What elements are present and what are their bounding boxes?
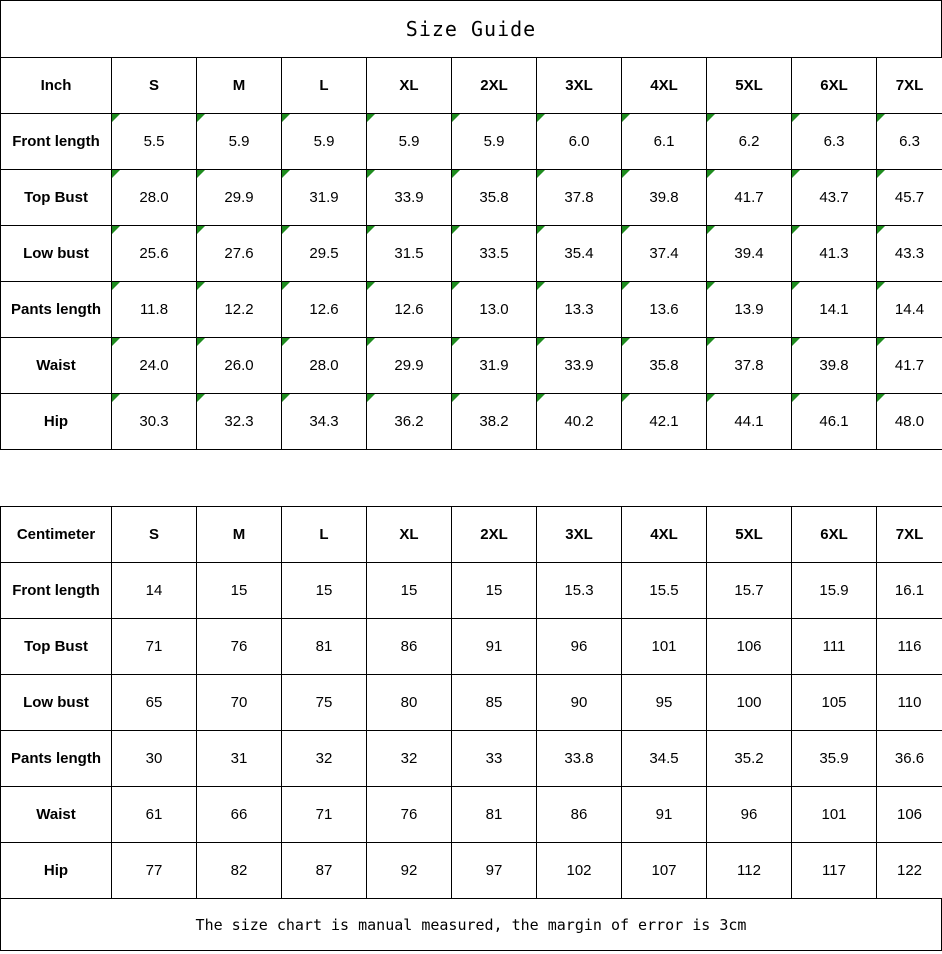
measurement-value: 29.9: [367, 338, 452, 394]
measurement-value: 5.9: [197, 114, 282, 170]
size-column-header: XL: [367, 58, 452, 114]
measurement-value: 33.9: [367, 170, 452, 226]
measurement-value: 31.9: [282, 170, 367, 226]
measurement-value: 6.0: [537, 114, 622, 170]
measurement-value: 39.8: [622, 170, 707, 226]
measurement-value: 86: [367, 619, 452, 675]
measurement-value: 85: [452, 675, 537, 731]
measurement-value: 13.6: [622, 282, 707, 338]
measurement-value: 15.5: [622, 563, 707, 619]
measurement-label: Pants length: [1, 731, 112, 787]
measurement-value: 25.6: [112, 226, 197, 282]
measurement-row: [1, 619, 942, 675]
measurement-value: 41.7: [877, 338, 942, 394]
measurement-value: 97: [452, 843, 537, 899]
measurement-value: 44.1: [707, 394, 792, 450]
measurement-value: 106: [877, 787, 942, 843]
measurement-value: 5.9: [282, 114, 367, 170]
measurement-value: 35.2: [707, 731, 792, 787]
measurement-value: 15: [367, 563, 452, 619]
measurement-value: 12.6: [282, 282, 367, 338]
measurement-value: 91: [452, 619, 537, 675]
measurement-value: 45.7: [877, 170, 942, 226]
measurement-value: 37.4: [622, 226, 707, 282]
measurement-value: 5.5: [112, 114, 197, 170]
measurement-value: 6.2: [707, 114, 792, 170]
measurement-row: [1, 843, 942, 899]
measurement-value: 32.3: [197, 394, 282, 450]
measurement-value: 36.6: [877, 731, 942, 787]
measurement-value: 15.3: [537, 563, 622, 619]
size-column-header: 2XL: [452, 58, 537, 114]
unit-label: Inch: [1, 58, 112, 114]
measurement-value: 92: [367, 843, 452, 899]
measurement-value: 76: [197, 619, 282, 675]
measurement-value: 61: [112, 787, 197, 843]
measurement-value: 41.3: [792, 226, 877, 282]
measurement-value: 87: [282, 843, 367, 899]
measurement-value: 31.9: [452, 338, 537, 394]
page-title: Size Guide: [405, 17, 537, 41]
measurement-value: 71: [282, 787, 367, 843]
measurement-value: 42.1: [622, 394, 707, 450]
measurement-value: 29.9: [197, 170, 282, 226]
footer-band: [0, 899, 942, 951]
measurement-label: Front length: [1, 563, 112, 619]
measurement-value: 48.0: [877, 394, 942, 450]
measurement-row: [1, 282, 942, 338]
measurement-value: 122: [877, 843, 942, 899]
measurement-value: 37.8: [537, 170, 622, 226]
measurement-value: 75: [282, 675, 367, 731]
measurement-value: 100: [707, 675, 792, 731]
measurement-value: 33.5: [452, 226, 537, 282]
measurement-value: 15.7: [707, 563, 792, 619]
measurement-value: 15.9: [792, 563, 877, 619]
measurement-value: 111: [792, 619, 877, 675]
measurement-label: Hip: [1, 394, 112, 450]
measurement-value: 12.2: [197, 282, 282, 338]
unit-label: Centimeter: [1, 507, 112, 563]
measurement-label: Low bust: [1, 675, 112, 731]
measurement-value: 15: [452, 563, 537, 619]
size-column-header: 6XL: [792, 507, 877, 563]
measurement-value: 33.8: [537, 731, 622, 787]
measurement-row: [1, 563, 942, 619]
measurement-value: 13.9: [707, 282, 792, 338]
measurement-value: 38.2: [452, 394, 537, 450]
size-column-header: M: [197, 507, 282, 563]
size-column-header: 3XL: [537, 507, 622, 563]
measurement-value: 13.0: [452, 282, 537, 338]
measurement-value: 30: [112, 731, 197, 787]
measurement-value: 66: [197, 787, 282, 843]
size-column-header: S: [112, 507, 197, 563]
measurement-value: 35.9: [792, 731, 877, 787]
measurement-label: Pants length: [1, 282, 112, 338]
size-column-header: 7XL: [877, 507, 942, 563]
measurement-label: Waist: [1, 787, 112, 843]
measurement-value: 28.0: [112, 170, 197, 226]
measurement-value: 29.5: [282, 226, 367, 282]
size-column-header: S: [112, 58, 197, 114]
measurement-value: 27.6: [197, 226, 282, 282]
inch-size-table: [0, 57, 942, 450]
measurement-value: 76: [367, 787, 452, 843]
size-column-header: 4XL: [622, 507, 707, 563]
size-column-header: 7XL: [877, 58, 942, 114]
measurement-value: 90: [537, 675, 622, 731]
measurement-value: 32: [282, 731, 367, 787]
measurement-value: 16.1: [877, 563, 942, 619]
measurement-value: 43.3: [877, 226, 942, 282]
measurement-value: 6.1: [622, 114, 707, 170]
size-column-header: M: [197, 58, 282, 114]
measurement-row: [1, 787, 942, 843]
measurement-value: 102: [537, 843, 622, 899]
measurement-value: 101: [622, 619, 707, 675]
size-column-header: 5XL: [707, 507, 792, 563]
size-column-header: XL: [367, 507, 452, 563]
measurement-label: Hip: [1, 843, 112, 899]
measurement-value: 12.6: [367, 282, 452, 338]
measurement-value: 34.3: [282, 394, 367, 450]
measurement-value: 26.0: [197, 338, 282, 394]
measurement-value: 81: [282, 619, 367, 675]
measurement-row: [1, 675, 942, 731]
measurement-row: [1, 170, 942, 226]
measurement-value: 15: [197, 563, 282, 619]
measurement-value: 35.8: [622, 338, 707, 394]
measurement-value: 82: [197, 843, 282, 899]
measurement-value: 106: [707, 619, 792, 675]
measurement-disclaimer: The size chart is manual measured, the margin of error is 3cm: [195, 915, 747, 934]
size-column-header: 6XL: [792, 58, 877, 114]
measurement-value: 116: [877, 619, 942, 675]
table-gap-spacer: [0, 450, 942, 506]
size-column-header: 4XL: [622, 58, 707, 114]
measurement-value: 95: [622, 675, 707, 731]
measurement-value: 110: [877, 675, 942, 731]
measurement-label: Front length: [1, 114, 112, 170]
measurement-label: Top Bust: [1, 170, 112, 226]
measurement-value: 14: [112, 563, 197, 619]
measurement-value: 6.3: [877, 114, 942, 170]
measurement-value: 36.2: [367, 394, 452, 450]
measurement-row: [1, 338, 942, 394]
measurement-value: 31: [197, 731, 282, 787]
measurement-value: 32: [367, 731, 452, 787]
size-column-header: 2XL: [452, 507, 537, 563]
measurement-value: 35.8: [452, 170, 537, 226]
measurement-value: 6.3: [792, 114, 877, 170]
measurement-value: 34.5: [622, 731, 707, 787]
measurement-value: 70: [197, 675, 282, 731]
measurement-value: 35.4: [537, 226, 622, 282]
size-header-row: [1, 58, 942, 114]
measurement-value: 81: [452, 787, 537, 843]
measurement-value: 40.2: [537, 394, 622, 450]
measurement-value: 43.7: [792, 170, 877, 226]
measurement-value: 15: [282, 563, 367, 619]
measurement-row: [1, 114, 942, 170]
measurement-value: 14.4: [877, 282, 942, 338]
measurement-value: 112: [707, 843, 792, 899]
title-band: [0, 0, 942, 57]
measurement-value: 13.3: [537, 282, 622, 338]
measurement-value: 24.0: [112, 338, 197, 394]
measurement-value: 101: [792, 787, 877, 843]
measurement-label: Top Bust: [1, 619, 112, 675]
measurement-value: 46.1: [792, 394, 877, 450]
measurement-value: 107: [622, 843, 707, 899]
measurement-value: 105: [792, 675, 877, 731]
measurement-value: 11.8: [112, 282, 197, 338]
measurement-row: [1, 731, 942, 787]
size-column-header: L: [282, 58, 367, 114]
size-column-header: 5XL: [707, 58, 792, 114]
size-column-header: L: [282, 507, 367, 563]
measurement-value: 77: [112, 843, 197, 899]
measurement-value: 28.0: [282, 338, 367, 394]
size-column-header: 3XL: [537, 58, 622, 114]
measurement-value: 5.9: [452, 114, 537, 170]
measurement-value: 41.7: [707, 170, 792, 226]
measurement-label: Waist: [1, 338, 112, 394]
measurement-row: [1, 226, 942, 282]
measurement-value: 117: [792, 843, 877, 899]
measurement-value: 71: [112, 619, 197, 675]
measurement-value: 96: [707, 787, 792, 843]
size-header-row: [1, 507, 942, 563]
measurement-value: 37.8: [707, 338, 792, 394]
measurement-row: [1, 394, 942, 450]
measurement-value: 31.5: [367, 226, 452, 282]
measurement-value: 39.4: [707, 226, 792, 282]
measurement-value: 30.3: [112, 394, 197, 450]
measurement-value: 80: [367, 675, 452, 731]
measurement-value: 86: [537, 787, 622, 843]
measurement-value: 5.9: [367, 114, 452, 170]
measurement-value: 33: [452, 731, 537, 787]
measurement-value: 65: [112, 675, 197, 731]
measurement-value: 91: [622, 787, 707, 843]
measurement-label: Low bust: [1, 226, 112, 282]
measurement-value: 96: [537, 619, 622, 675]
measurement-value: 39.8: [792, 338, 877, 394]
measurement-value: 14.1: [792, 282, 877, 338]
centimeter-size-table: [0, 506, 942, 899]
measurement-value: 33.9: [537, 338, 622, 394]
